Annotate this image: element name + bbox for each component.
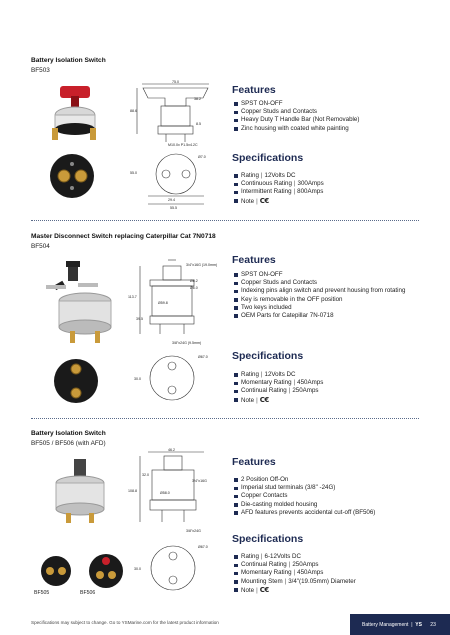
- product-3-title: Battery Isolation Switch: [31, 430, 106, 437]
- ce-mark-icon: C€: [259, 196, 269, 205]
- product-2-photo: [40, 255, 125, 410]
- product-3-drawing: [128, 448, 223, 598]
- ce-mark-icon: C€: [259, 395, 269, 404]
- dim-h1: 32.0: [142, 473, 149, 477]
- footer-bar: Battery Management | YS 23: [350, 614, 450, 635]
- product-2-features-list: [234, 271, 424, 320]
- spec-item: Note | C€: [234, 197, 424, 206]
- dim-h2: 108.8: [128, 489, 137, 493]
- dim-thread: M10.0x P1.5x4.2C: [168, 143, 198, 147]
- dim-t3: Ø6.0: [190, 286, 198, 290]
- spec-item: Rating | 6-12Volts DC: [234, 553, 424, 561]
- product-1-title: Battery Isolation Switch: [31, 57, 106, 64]
- dim-b1: 30.0: [134, 377, 141, 381]
- product-3-code: BF505 / BF506 (with AFD): [31, 440, 106, 447]
- spec-item: Note | C€: [234, 396, 424, 405]
- product-3-features-heading: Features: [232, 456, 276, 468]
- dim-b1: 55.0: [130, 171, 137, 175]
- ce-mark-icon: C€: [259, 585, 269, 594]
- product-2-title: Master Disconnect Switch replacing Caterpillar Cat 7N0718: [31, 233, 216, 240]
- feature-item: Key is removable in the OFF position: [234, 296, 424, 304]
- caption-bf506: BF506: [80, 590, 96, 596]
- dim-dia: Ø67.0: [198, 545, 208, 549]
- dim-h4: 8.5: [196, 122, 201, 126]
- product-2-drawing: [128, 258, 223, 408]
- footer-note: Specifications may subject to change. Go to YSMarine.com for the latest product information: [31, 620, 219, 625]
- section-divider: [31, 220, 419, 221]
- dim-t4: Ø59.8: [158, 301, 168, 305]
- product-1-drawing: [128, 80, 223, 210]
- footer-section: Battery Management: [362, 621, 409, 628]
- spec-item: Continuous Rating | 300Amps: [234, 180, 424, 188]
- dim-dia: Ø7.0: [198, 155, 206, 159]
- product-2-code: BF504: [31, 243, 50, 250]
- dim-b5: 55.5: [170, 206, 177, 210]
- dim-t2: Ø8.2: [190, 279, 198, 283]
- feature-item: Zinc housing with coated white painting: [234, 125, 424, 133]
- product-3-specs-heading: Specifications: [232, 533, 304, 545]
- feature-item: AFD features prevents accidental cut-off (BF506): [234, 509, 424, 517]
- feature-item: OEM Parts for Catepillar 7N-0718: [234, 312, 424, 320]
- spec-item: Intermittent Rating | 800Amps: [234, 188, 424, 196]
- dim-t2: Ø58.0: [160, 491, 170, 495]
- product-3-features-list: [234, 476, 424, 517]
- dim-h2: 88.6: [130, 109, 137, 113]
- dim-h3: 39.5: [136, 317, 143, 321]
- dim-t1: 3/4"x16G: [192, 479, 207, 483]
- caption-bf505: BF505: [34, 590, 50, 596]
- dim-top: 75.0: [172, 80, 179, 84]
- dim-b4: 29.4: [168, 198, 175, 202]
- spec-item: Rating | 12Volts DC: [234, 371, 424, 379]
- spec-item: Continual Rating | 250Amps: [234, 561, 424, 569]
- dim-h2: 113.7: [128, 295, 137, 299]
- product-3-photo: [38, 455, 138, 595]
- product-2-specs-list: [234, 371, 424, 405]
- feature-item: Die-casting molded housing: [234, 501, 424, 509]
- page-number: 23: [430, 621, 436, 628]
- feature-item: Copper Contacts: [234, 492, 424, 500]
- product-1-code: BF503: [31, 67, 50, 74]
- dim-thread: 3/8"x24G (9.5mm): [172, 341, 202, 345]
- feature-item: Copper Studs and Contacts: [234, 108, 424, 116]
- dim-top: 46.2: [168, 448, 175, 452]
- dim-thread: 3/8"x24G: [186, 529, 201, 533]
- dim-t1: 3/4"x16G (19.0mm): [186, 263, 218, 267]
- product-1-features-list: [234, 100, 424, 133]
- feature-item: 2 Position Off-On: [234, 476, 424, 484]
- spec-item: Rating | 12Volts DC: [234, 172, 424, 180]
- product-1-features-heading: Features: [232, 84, 276, 96]
- dim-dia: Ø67.0: [198, 355, 208, 359]
- feature-item: Two keys included: [234, 304, 424, 312]
- dim-b1: 30.0: [134, 567, 141, 571]
- feature-item: Indexing pins align switch and prevent housing from rotating: [234, 287, 424, 295]
- spec-item: Momentary Rating | 450Amps: [234, 569, 424, 577]
- section-divider: [31, 418, 419, 419]
- footer-brand: YS: [415, 621, 422, 628]
- feature-item: Imperial stud terminals (3/8" -24G): [234, 484, 424, 492]
- feature-item: SPST ON-OFF: [234, 100, 424, 108]
- feature-item: SPST ON-OFF: [234, 271, 424, 279]
- feature-item: Heavy Duty T Handle Bar (Not Removable): [234, 116, 424, 124]
- product-3-specs-list: [234, 553, 424, 595]
- product-2-features-heading: Features: [232, 254, 276, 266]
- feature-item: Copper Studs and Contacts: [234, 279, 424, 287]
- spec-item: Mounting Stem | 3/4"(19.05mm) Diameter: [234, 578, 424, 586]
- spec-item: Momentary Rating | 450Amps: [234, 379, 424, 387]
- product-1-specs-heading: Specifications: [232, 152, 304, 164]
- product-1-specs-list: [234, 172, 424, 206]
- dim-h1: 38.2: [194, 97, 201, 101]
- product-1-photo: [38, 80, 118, 210]
- spec-item: Continual Rating | 250Amps: [234, 387, 424, 395]
- product-2-specs-heading: Specifications: [232, 350, 304, 362]
- spec-item: Note | C€: [234, 586, 424, 595]
